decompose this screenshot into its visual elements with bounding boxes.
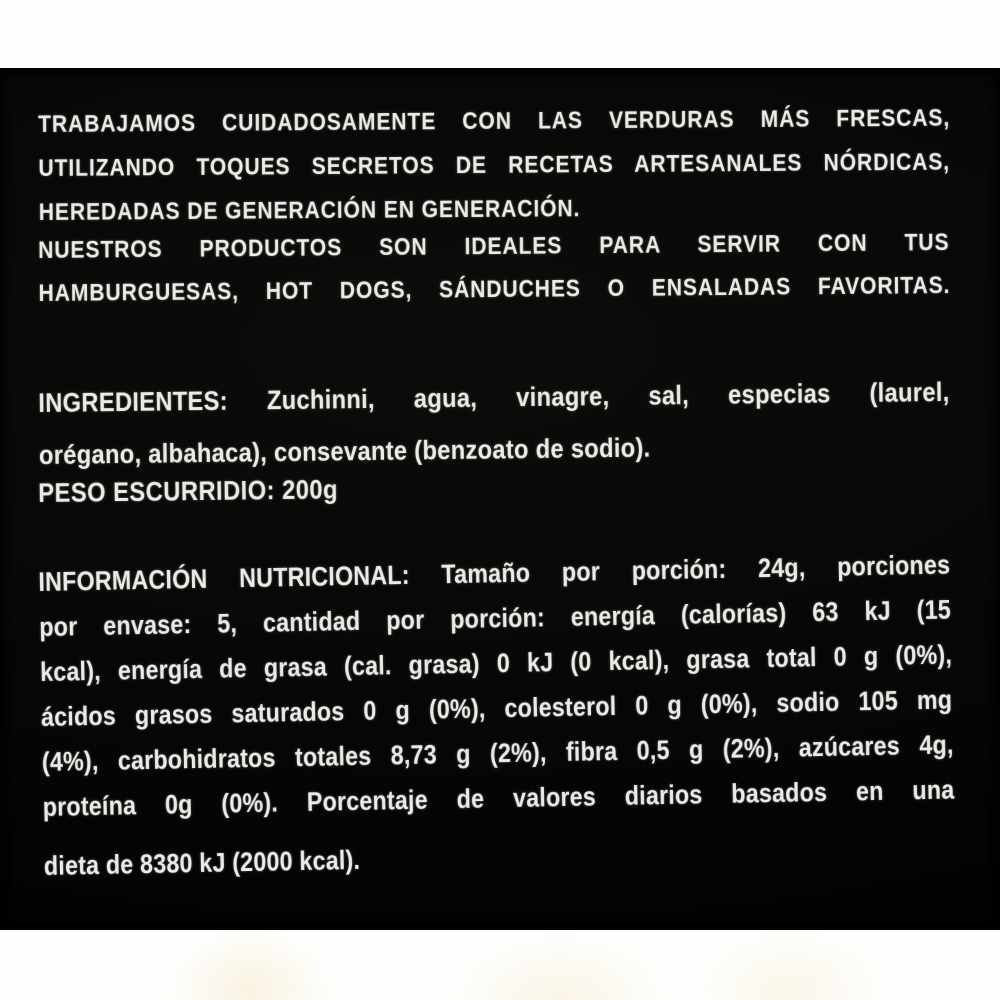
product-label bbox=[0, 68, 1000, 930]
serving-suggestion-paragraph bbox=[38, 221, 950, 315]
serving-line: NUESTROS PRODUCTOS SON IDEALES PARA SERVIR CON TUS bbox=[38, 229, 950, 264]
nutrition-line: kcal), energía de grasa (cal. grasa) 0 kJ (0 kcal), grasa total 0 g (0%), bbox=[39, 639, 953, 687]
serving-line: HAMBURGUESAS, HOT DOGS, SÁNDUCHES O ENSALADAS FAVORITAS. bbox=[38, 272, 951, 307]
drained-weight-heading: PESO ESCURRIDIO: bbox=[38, 475, 276, 508]
intro-line: TRABAJAMOS CUIDADOSAMENTE CON LAS VERDURAS MÁS FRESCAS, bbox=[38, 104, 951, 138]
ingredients-line bbox=[38, 366, 950, 429]
intro-line: UTILIZANDO TOQUES SECRETOS DE RECETAS ARTESANALES NÓRDICAS, bbox=[38, 148, 951, 182]
nutrition-text: Tamaño por porción: 24g, porciones bbox=[441, 549, 951, 590]
ingredients-heading: INGREDIENTES: bbox=[38, 385, 229, 418]
photo-reflection bbox=[0, 930, 1000, 1000]
nutrition-section bbox=[38, 542, 956, 888]
intro-line: HEREDADAS DE GENERACIÓN EN GENERACIÓN. bbox=[38, 195, 581, 226]
nutrition-line: proteína 0g (0%). Porcentaje de valores diarios basados en una bbox=[42, 774, 955, 822]
nutrition-heading: INFORMACIÓN NUTRICIONAL: bbox=[38, 559, 410, 597]
ingredients-text: Zuchinni, agua, vinagre, sal, especias (laurel, bbox=[266, 376, 950, 416]
nutrition-line: ácidos grasos saturados 0 g (0%), colesterol 0 g (0%), sodio 105 mg bbox=[40, 684, 953, 732]
intro-paragraph bbox=[38, 97, 951, 235]
ingredients-line: orégano, albahaca), consevante (benzoato de sodio). bbox=[38, 432, 651, 470]
drained-weight-value: 200g bbox=[281, 474, 339, 506]
nutrition-line: (4%), carbohidratos totales 8,73 g (2%), fibra 0,5 g (2%), azúcares 4g, bbox=[41, 729, 954, 777]
nutrition-line: dieta de 8380 kJ (2000 kcal). bbox=[43, 844, 361, 881]
nutrition-line: por envase: 5, cantidad por porción: energía (calorías) 63 kJ (15 bbox=[38, 594, 952, 642]
